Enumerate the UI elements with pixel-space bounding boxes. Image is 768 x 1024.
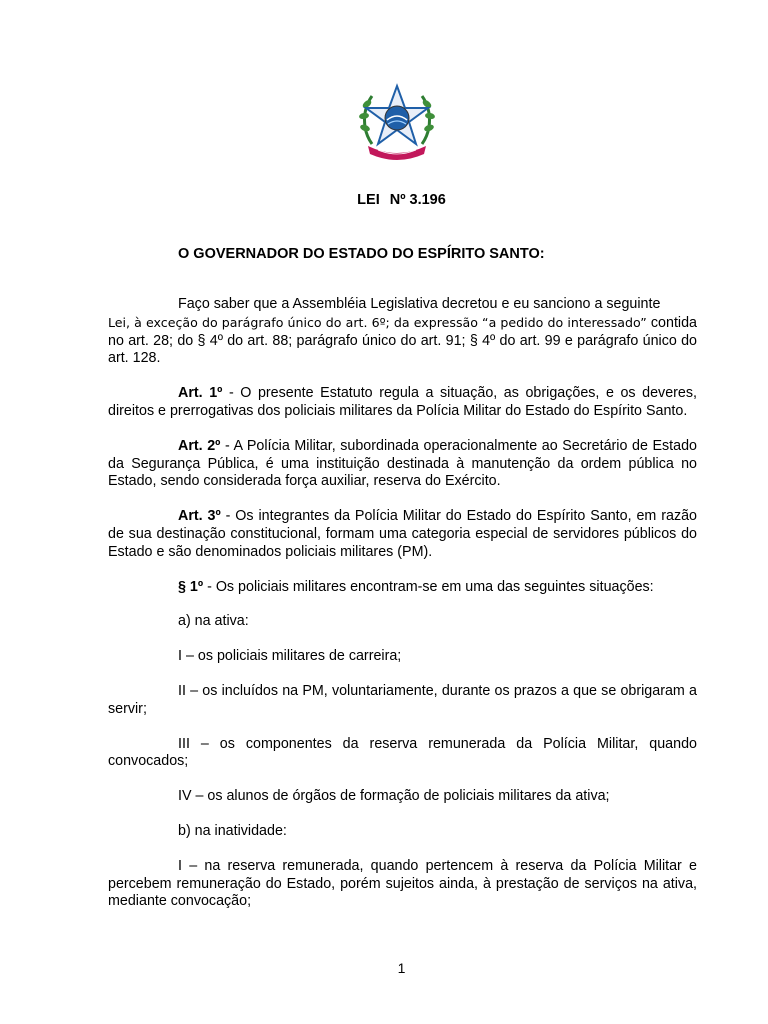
article-1-text: - O presente Estatuto regula a situação, as obrigações, e os deveres, direitos e prerrogativas dos policiais militares da Polícia Militar do Estado do Espírito Santo.: [108, 385, 697, 419]
law-title: [0, 192, 768, 208]
article-1-label: Art. 1º: [178, 385, 223, 402]
section-1-text: - Os policiais militares encontram-se em uma das seguintes situações:: [203, 578, 654, 595]
article-1: [108, 385, 697, 421]
section-1: [108, 579, 697, 597]
law-number: Nº 3.196: [389, 192, 446, 208]
state-coat-of-arms-emblem: [358, 80, 436, 162]
item-a-ii: II – os incluídos na PM, voluntariamente, durante os prazos a que se obrigaram a servir;: [108, 682, 697, 717]
preamble-paragraph: [108, 296, 697, 314]
section-1-label: § 1º: [178, 578, 204, 595]
preamble-line-2: Lei, à exceção do parágrafo único do art. 6º; da expressão “a pedido do interessado”: [108, 314, 647, 330]
item-b-i: I – na reserva remunerada, quando pertencem à reserva da Polícia Militar e percebem remuneração do Estado, porém sujeitos ainda, à prestação de serviços na ativa, mediante convocação;: [108, 857, 697, 910]
page-number: 1: [397, 960, 406, 976]
item-a-i: I – os policiais militares de carreira;: [178, 648, 402, 665]
item-b: b) na inatividade:: [178, 822, 287, 839]
article-2: [108, 438, 697, 491]
article-2-label: Art. 2º: [178, 437, 221, 454]
item-a-iii: III – os componentes da reserva remunerada da Polícia Militar, quando convocados;: [108, 735, 697, 770]
law-label: LEI: [357, 192, 380, 208]
article-3: [108, 508, 697, 561]
governor-heading: O GOVERNADOR DO ESTADO DO ESPÍRITO SANTO:: [178, 246, 545, 262]
article-3-label: Art. 3º: [178, 508, 221, 525]
item-a: a) na ativa:: [178, 613, 249, 630]
document-body: [108, 296, 697, 911]
item-a-iv: IV – os alunos de órgãos de formação de policiais militares da ativa;: [178, 788, 610, 805]
preamble-line-1: Faço saber que a Assembléia Legislativa decretou e eu sanciono a seguinte: [178, 296, 661, 312]
article-3-text: - Os integrantes da Polícia Militar do Estado do Espírito Santo, em razão de sua destinação constitucional, formam uma categoria especial de servidores públicos do Estado e são denominados policiais militares (PM).: [108, 508, 697, 560]
preamble-line-3: contida no art. 28; do § 4º do art. 88; parágrafo único do art. 91; § 4º do art. 99 e parágrafo único do art. 128.: [108, 314, 697, 367]
preamble-continuation: [108, 314, 697, 368]
article-2-text: - A Polícia Militar, subordinada operacionalmente ao Secretário de Estado da Segurança Pública, é uma instituição destinada à manutenção da ordem pública no Estado, sendo considerada força auxiliar, reserva do Exército.: [108, 437, 697, 490]
